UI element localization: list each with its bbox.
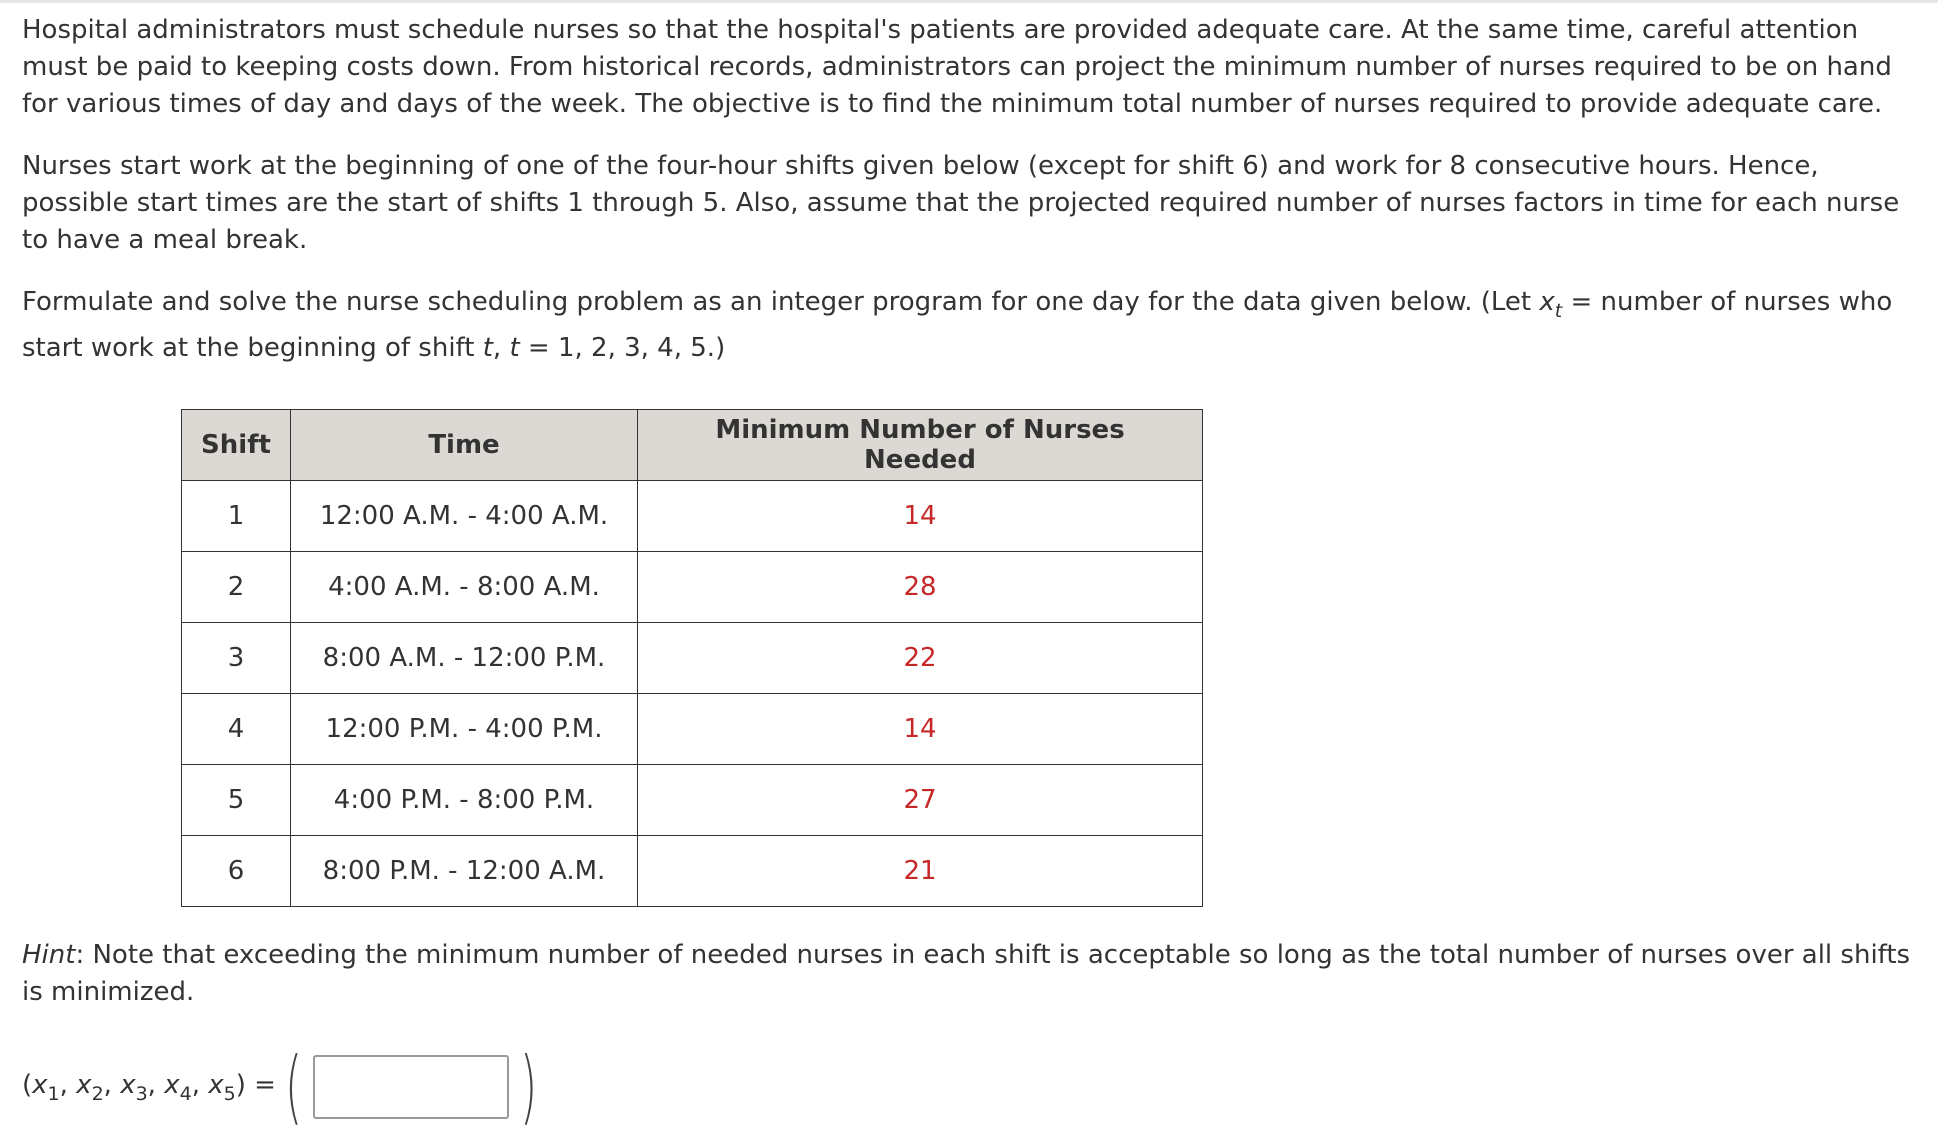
tuple-var: x (208, 1069, 224, 1100)
cell-time: 4:00 A.M. - 8:00 A.M. (291, 552, 638, 623)
header-time: Time (291, 410, 638, 481)
left-paren: ( (284, 1040, 303, 1133)
header-min-nurses: Minimum Number of Nurses Needed (638, 410, 1203, 481)
variable-t-range: t (509, 333, 520, 363)
table-row (182, 836, 1203, 907)
formulate-paragraph (22, 284, 1922, 367)
cell-time: 12:00 P.M. - 4:00 P.M. (291, 694, 638, 765)
tuple-var: x (120, 1069, 136, 1100)
cell-min-nurses: 28 (638, 552, 1203, 623)
formulate-range: = 1, 2, 3, 4, 5.) (519, 333, 726, 363)
nurse-requirements-table (181, 409, 1203, 907)
cell-min-nurses: 22 (638, 623, 1203, 694)
formulate-text-after: = number of nurses who start work at the beginning of shift (22, 287, 1893, 363)
question-content (22, 12, 1922, 1133)
tuple-sub: 5 (223, 1082, 236, 1105)
formulate-comma: , (492, 333, 510, 363)
formulate-text-before: Formulate and solve the nurse scheduling problem as an integer program for one day for the data given below. (Let (22, 287, 1540, 317)
table-header-row (182, 410, 1203, 481)
hint-paragraph (22, 937, 1922, 1011)
variable-subscript-t: t (1554, 300, 1563, 322)
tuple-sub: 4 (179, 1082, 192, 1105)
cell-time: 4:00 P.M. - 8:00 P.M. (291, 765, 638, 836)
tuple-var: x (32, 1069, 48, 1100)
answer-row (22, 1040, 1922, 1133)
hint-text: : Note that exceeding the minimum number of needed nurses in each shift is acceptable so long as the total number of nurses over all shifts is minimized. (22, 940, 1911, 1007)
cell-time: 12:00 A.M. - 4:00 A.M. (291, 481, 638, 552)
cell-min-nurses: 14 (638, 481, 1203, 552)
tuple-sep: , (103, 1069, 121, 1100)
equals-sign: = (245, 1069, 276, 1100)
answer-variable-tuple (22, 1070, 276, 1105)
tuple-open: ( (22, 1069, 33, 1100)
hint-label: Hint (22, 940, 76, 970)
header-shift: Shift (182, 410, 291, 481)
answer-input[interactable] (313, 1055, 509, 1119)
top-divider (0, 0, 1938, 3)
intro-paragraph: Hospital administrators must schedule nurses so that the hospital's patients are provided adequate care. At the same time, careful attention must be paid to keeping costs down. From historical records, administrators can project the minimum number of nurses required to be on hand for various times of day and days of the week. The objective is to find the minimum total number of nurses required to provide adequate care. (22, 15, 1892, 119)
shifts-paragraph: Nurses start work at the beginning of one of the four-hour shifts given below (except for shift 6) and work for 8 consecutive hours. Hence, possible start times are the start of shifts 1 through 5. Also, assume that the projected required number of nurses factors in time for each nurse to have a meal break. (22, 151, 1900, 255)
tuple-sub: 3 (135, 1082, 148, 1105)
variable-t: t (482, 333, 493, 363)
table-row (182, 765, 1203, 836)
cell-time: 8:00 A.M. - 12:00 P.M. (291, 623, 638, 694)
right-paren: ) (520, 1040, 538, 1133)
cell-time: 8:00 P.M. - 12:00 A.M. (291, 836, 638, 907)
cell-shift: 6 (182, 836, 291, 907)
cell-shift: 2 (182, 552, 291, 623)
tuple-sep: , (191, 1069, 209, 1100)
cell-shift: 3 (182, 623, 291, 694)
cell-min-nurses: 21 (638, 836, 1203, 907)
cell-min-nurses: 27 (638, 765, 1203, 836)
tuple-close: ) (235, 1069, 246, 1100)
tuple-sep: , (59, 1069, 77, 1100)
tuple-sub: 1 (47, 1082, 60, 1105)
table-row (182, 552, 1203, 623)
cell-min-nurses: 14 (638, 694, 1203, 765)
tuple-var: x (76, 1069, 92, 1100)
cell-shift: 5 (182, 765, 291, 836)
table-row (182, 481, 1203, 552)
cell-shift: 1 (182, 481, 291, 552)
variable-x: x (1539, 287, 1555, 317)
table-row (182, 623, 1203, 694)
tuple-var: x (164, 1069, 180, 1100)
table-row (182, 694, 1203, 765)
tuple-sep: , (147, 1069, 165, 1100)
cell-shift: 4 (182, 694, 291, 765)
tuple-sub: 2 (91, 1082, 104, 1105)
